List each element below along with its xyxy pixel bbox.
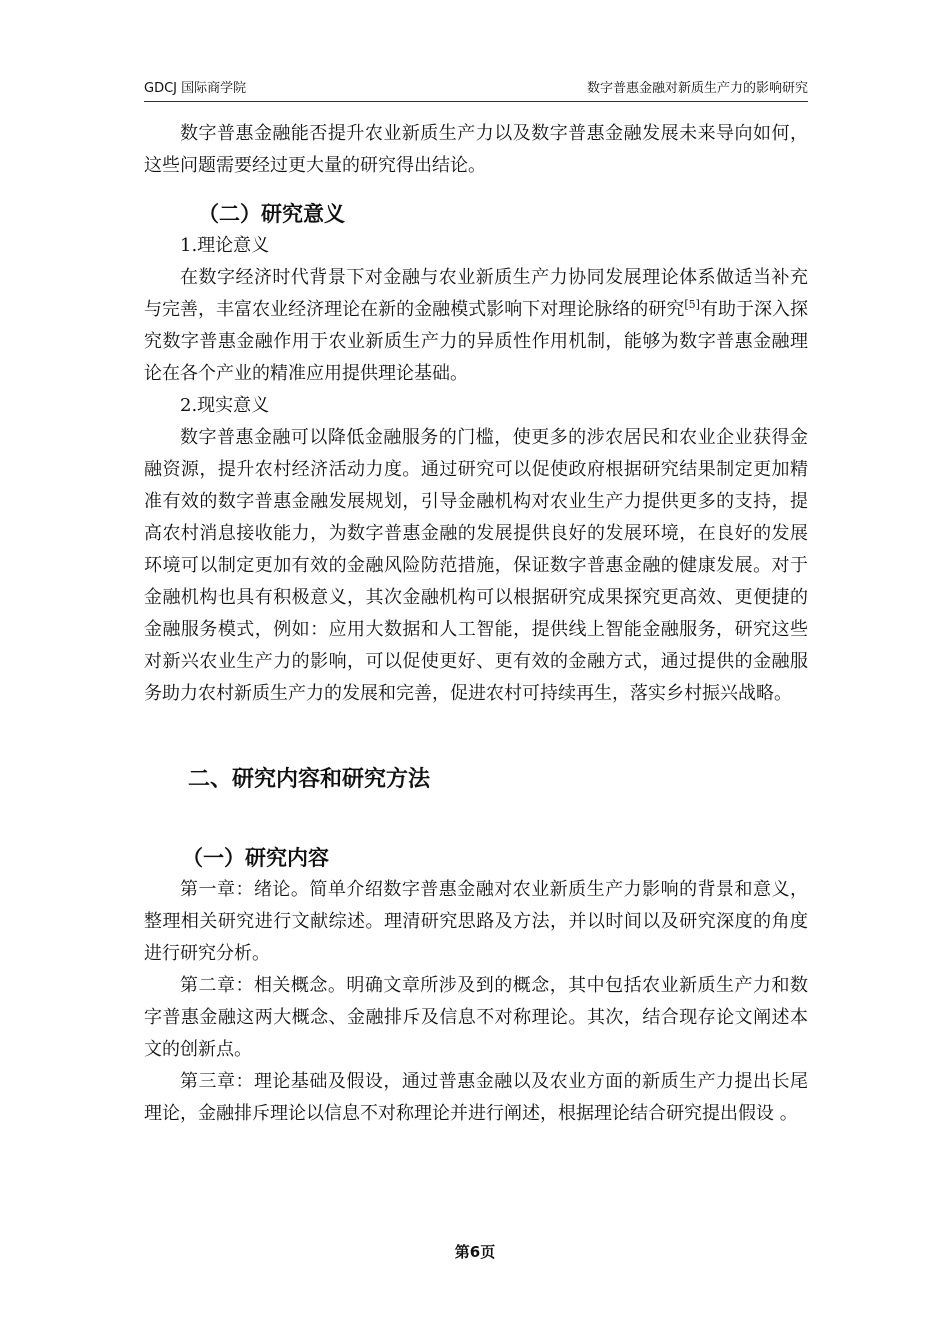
- label-practical-significance: 2.现实意义: [180, 395, 270, 416]
- paragraph-practical-significance: 数字普惠金融可以降低金融服务的门槛，使更多的涉农居民和农业企业获得金融资源，提升农村经济活动力度。通过研究可以促使政府根据研究结果制定更加精准有效的数字普惠金融发展规划，引导金融机构对农业生产力提供更多的支持，提高农村消息接收能力，为数字普惠金融的发展提供良好的发展环境，在良好的发展环境可以制定更加有效的金融风险防范措施，保证数字普惠金融的健康发展。对于金融机构也具有积极意义，其次金融机构可以根据研究成果探究更高效、更便捷的金融服务模式，例如：应用大数据和人工智能，提供线上智能金融服务，研究这些对新兴农业生产力的影响，可以促使更好、更有效的金融方式，通过提供的金融服务助力农村新质生产力的发展和完善，促进农村可持续再生，落实乡村振兴战略。: [144, 427, 808, 704]
- heading-research-significance: （二）研究意义: [198, 202, 345, 226]
- paragraph-chapter-3: 第三章：理论基础及假设，通过普惠金融以及农业方面的新质生产力提出长尾理论，金融排斥理论以信息不对称理论并进行阐述，根据理论结合研究提出假设 。: [144, 1071, 808, 1124]
- header-paper-title: 数字普惠金融对新质生产力的影响研究: [586, 81, 808, 96]
- paragraph-chapter-2: 第二章：相关概念。明确文章所涉及到的概念，其中包括农业新质生产力和数字普惠金融这两大概念、金融排斥及信息不对称理论。其次，结合现存论文阐述本文的创新点。: [144, 975, 808, 1060]
- heading-section-2: 二、研究内容和研究方法: [188, 767, 431, 792]
- spacer: [144, 182, 808, 198]
- spacer: [144, 710, 808, 764]
- theory-text-part2: 有助于深入探究数字普惠金融作用于农业新质生产力的异质性作用机制，能够为数字普惠金融理论在各个产业的精准应用提供理论基础。: [144, 299, 809, 384]
- page-number: 第6页: [454, 1243, 496, 1261]
- intro-paragraph: 数字普惠金融能否提升农业新质生产力以及数字普惠金融发展未来导向如何，这些问题需要经过更大量的研究得出结论。: [144, 123, 808, 176]
- paragraph-chapter-1: 第一章：绪论。简单介绍数字普惠金融对农业新质生产力影响的背景和意义，整理相关研究进行文献综述。理清研究思路及方法，并以时间以及研究深度的角度进行研究分析。: [144, 879, 808, 964]
- theory-text-part1: 在数字经济时代背景下对金融与农业新质生产力协同发展理论体系做适当补充与完善，丰富农业经济理论在新的金融模式影响下对理论脉络的研究: [144, 267, 808, 320]
- running-header: [144, 79, 808, 99]
- spacer: [144, 796, 808, 842]
- heading-research-content: （一）研究内容: [182, 846, 329, 870]
- label-theoretical-significance: 1.理论意义: [180, 235, 270, 256]
- paragraph-theoretical-significance: [144, 262, 808, 390]
- header-institution: GDCJ 国际商学院: [144, 81, 247, 96]
- citation-ref: [5]: [684, 298, 700, 311]
- header-divider: [144, 101, 808, 102]
- body-content: [144, 118, 808, 1130]
